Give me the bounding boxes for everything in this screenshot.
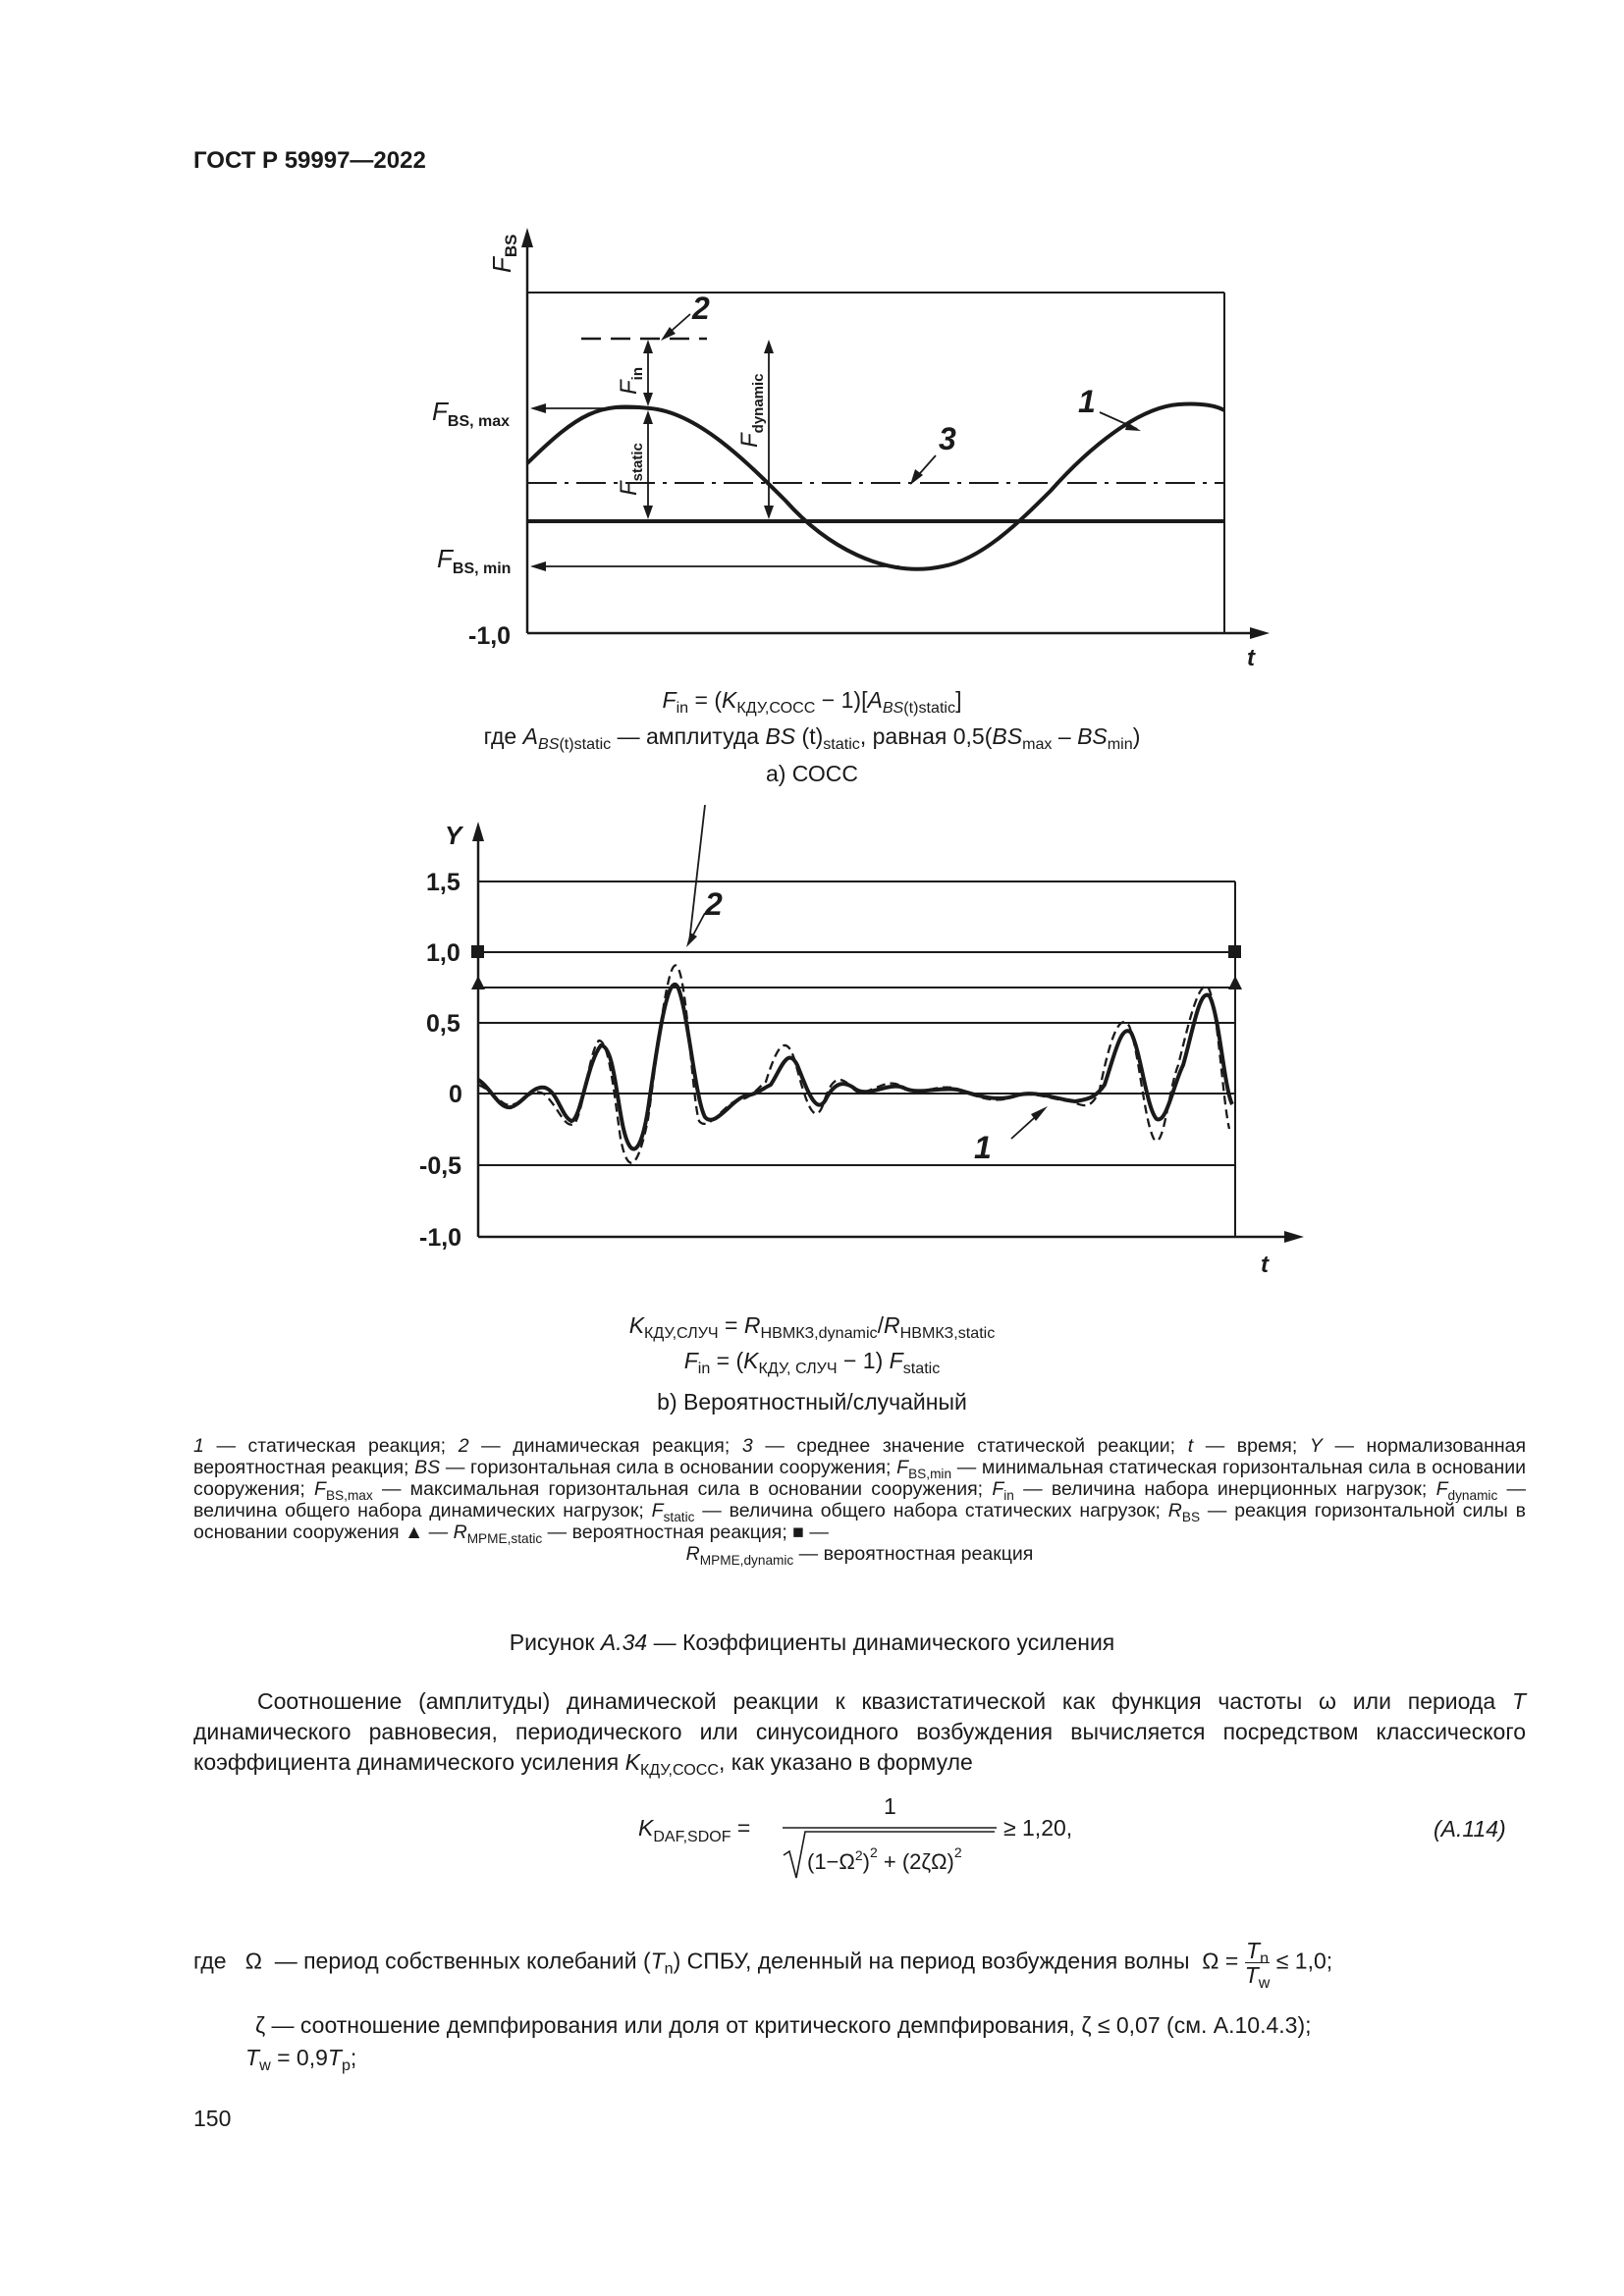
fb-marker-triangle-left (471, 976, 485, 989)
fb-formula-line-1: $K_{КДУ,СЛУЧ} = R_{НВМКЗ,dynamic}/R_{НВМКЗ,static}$ (628, 1312, 996, 1342)
fa-tick-bottom: -1,0 (468, 622, 512, 650)
fa-x-label: t (1247, 645, 1255, 671)
fa-subcaption: a) СОСС (765, 761, 859, 786)
fa-fstatic-label: $F_{static}$ (616, 443, 646, 496)
document-code: ГОСТ Р 59997—2022 (193, 147, 426, 174)
fb-callout-1: 1 (974, 1130, 992, 1165)
fa-tick-fbsmax: $F_{BS, max}$ (432, 397, 511, 430)
figure-caption: Рисунок А.34 — Коэффициенты динамического усиления (509, 1629, 1115, 1655)
fa-fin-label: $F_{in}$ (616, 366, 646, 395)
fb-tick-0: 0 (449, 1081, 462, 1108)
figure-legend: 1 — статическая реакция; 2 — динамическая реакция; 3 — среднее значение статической реакции; t — время; Y — нормализованная вероятностная реакция; BS — горизонтальная сила в основании сооружения; $F_{BS,min}$ — минимальная статическая горизонтальная сила в основании сооружения; $F_{BS,max}$ — максимальная горизонтальная сила в основании сооружения; $F_{in}$ — величина набора инерционных нагрузок; $F_{dynamic}$ — величина общего набора динамических нагрузок; $F_{static}$ — величина общего набора статических нагрузок; $R_{BS}$ — реакция горизонтальной силы в основании сооружения ▲ — $R_{MPME,static}$ — вероятностная реакция; ■ — $R_{MPME,dynamic}$ — вероятностная реакция (193, 1435, 1527, 1568)
where-tw-line: $T_w = 0,9T_p$; (245, 2045, 357, 2074)
fa-callout-2: 2 (692, 291, 710, 326)
fb-subcaption: b) Вероятностный/случайный (657, 1389, 967, 1415)
fa-y-arrow (521, 228, 533, 247)
fb-tick-0-5: 0,5 (426, 1010, 460, 1038)
fb-x-label: t (1261, 1252, 1269, 1278)
fa-callout-3: 3 (939, 421, 956, 456)
fa-formula-line-2: где $A_{BS(t)static}$ — амплитуда BS $(t)_{static}$, равная $0,5(BS_{max} - BS_{min})$ (483, 723, 1141, 753)
formula-numerator: 1 (884, 1794, 896, 1819)
fa-formula-line-1: $F_{in} = (K_{КДУ,СОСС} - 1)[A_{BS(t)static}]$ (662, 687, 962, 717)
where-zeta-line: ζ — соотношение демпфирования или доля от критического демпфирования, ζ ≤ 0,07 (см. А.10.4.3); (255, 2012, 1312, 2038)
figure-b-random (0, 805, 1624, 1296)
fb-marker-square-left (471, 945, 484, 958)
formula-number: (А.114) (1434, 1816, 1506, 1842)
page-number: 150 (193, 2106, 232, 2131)
fb-tick-1-5: 1,5 (426, 869, 460, 896)
fb-tick-neg-0-5: -0,5 (419, 1152, 462, 1180)
fa-y-label: $F_{BS}$ (487, 234, 520, 273)
fa-callout-1: 1 (1078, 384, 1096, 419)
fa-fdynamic-label: $F_{dynamic}$ (736, 373, 767, 448)
fb-marker-square-right (1228, 945, 1241, 958)
fb-tick-1-0: 1,0 (426, 939, 460, 967)
fb-formula-line-2: $F_{in} = (K_{КДУ, СЛУЧ} - 1)$ $F_{static}$ (683, 1348, 941, 1377)
fb-y-label: Y (445, 821, 462, 850)
formula-rhs: ≥ 1,20, (1003, 1815, 1073, 1841)
fa-x-arrow (1250, 627, 1270, 639)
formula-a114 (0, 1794, 1624, 1883)
fb-callout-2: 2 (705, 886, 723, 922)
body-paragraph: Соотношение (амплитуды) динамической реакции к квазистатической как функция частоты ω или периода T динамического равновесия, периодического или синусоидного возбуждения вычисляется посредством классического коэффициента динамического усиления $K_{КДУ,СОСС}$, как указано в формуле (193, 1688, 1526, 1779)
fa-tick-fbsmin: $F_{BS, min}$ (437, 544, 512, 577)
fb-tick-neg-1-0: -1,0 (419, 1224, 462, 1252)
where-omega-line: где Ω — период собственных колебаний $(T_n)$ СПБУ, деленный на период возбуждения волны Ω = $\frac{T_n}{T_w}$ ≤ 1,0; (193, 1938, 1333, 1992)
formula-denominator: $(1-\Omega^2)^2 + (2\zeta\Omega)^2$ (807, 1844, 962, 1874)
fb-marker-triangle-right (1228, 976, 1242, 989)
formula-lhs: $K_{DAF,SDOF}$ = (638, 1815, 751, 1845)
figure-a-cosc (0, 0, 1624, 687)
